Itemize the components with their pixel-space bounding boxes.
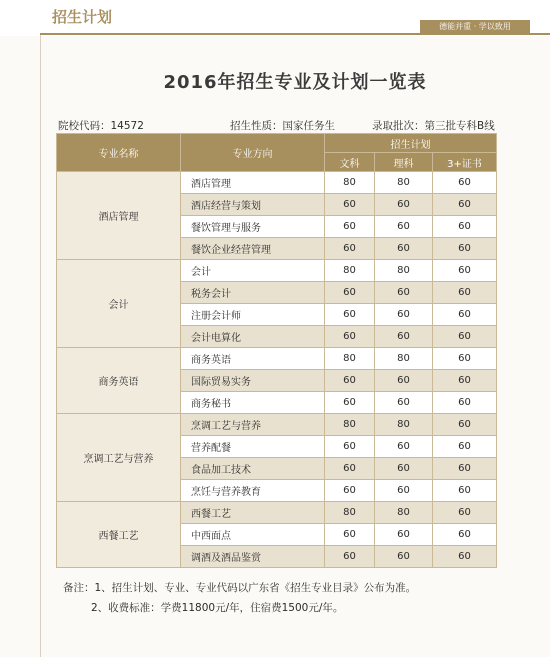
cert-count: 60 [433, 502, 497, 524]
header-arts: 文科 [325, 153, 375, 172]
cert-count: 60 [433, 524, 497, 546]
arts-count: 60 [325, 194, 375, 216]
cert-count: 60 [433, 480, 497, 502]
cert-count: 60 [433, 260, 497, 282]
science-count: 60 [375, 326, 433, 348]
science-count: 60 [375, 524, 433, 546]
science-count: 60 [375, 546, 433, 568]
arts-count: 60 [325, 304, 375, 326]
header-rule [40, 33, 550, 35]
direction-cell: 餐饮企业经营管理 [181, 238, 325, 260]
arts-count: 80 [325, 502, 375, 524]
table-row [57, 502, 497, 524]
direction-cell: 商务英语 [181, 348, 325, 370]
school-code: 院校代码：14572 [58, 120, 144, 132]
science-count: 80 [375, 502, 433, 524]
direction-cell: 酒店管理 [181, 172, 325, 194]
arts-count: 60 [325, 216, 375, 238]
science-count: 60 [375, 370, 433, 392]
major-name: 西餐工艺 [57, 502, 181, 568]
cert-count: 60 [433, 238, 497, 260]
science-count: 60 [375, 238, 433, 260]
table-row [57, 414, 497, 436]
science-count: 60 [375, 304, 433, 326]
arts-count: 60 [325, 436, 375, 458]
science-count: 80 [375, 414, 433, 436]
direction-cell: 烹饪与营养教育 [181, 480, 325, 502]
header-direction: 专业方向 [181, 134, 325, 172]
direction-cell: 国际贸易实务 [181, 370, 325, 392]
note-2: 2、收费标准：学费11800元/年，住宿费1500元/年。 [91, 602, 344, 614]
direction-cell: 会计 [181, 260, 325, 282]
enrollment-nature: 招生性质：国家任务生 [230, 120, 335, 132]
table-row [57, 172, 497, 194]
cert-count: 60 [433, 216, 497, 238]
major-name: 烹调工艺与营养 [57, 414, 181, 502]
section-title: 招生计划 [52, 8, 113, 26]
major-name: 酒店管理 [57, 172, 181, 260]
arts-count: 80 [325, 414, 375, 436]
cert-count: 60 [433, 326, 497, 348]
table-row [57, 260, 497, 282]
arts-count: 60 [325, 392, 375, 414]
cert-count: 60 [433, 282, 497, 304]
cert-count: 60 [433, 304, 497, 326]
major-name: 会计 [57, 260, 181, 348]
direction-cell: 烹调工艺与营养 [181, 414, 325, 436]
cert-count: 60 [433, 370, 497, 392]
science-count: 80 [375, 348, 433, 370]
direction-cell: 酒店经营与策划 [181, 194, 325, 216]
arts-count: 60 [325, 524, 375, 546]
header-science: 理科 [375, 153, 433, 172]
arts-count: 80 [325, 348, 375, 370]
table-body [57, 172, 497, 568]
arts-count: 80 [325, 260, 375, 282]
slogan-badge: 德能并重 · 学以致用 [420, 20, 530, 34]
note-1: 备注：1、招生计划、专业、专业代码以广东省《招生专业目录》公布为准。 [63, 582, 417, 594]
cert-count: 60 [433, 194, 497, 216]
arts-count: 60 [325, 480, 375, 502]
direction-cell: 注册会计师 [181, 304, 325, 326]
science-count: 60 [375, 282, 433, 304]
science-count: 60 [375, 194, 433, 216]
cert-count: 60 [433, 172, 497, 194]
left-margin-rule [40, 35, 41, 657]
science-count: 80 [375, 172, 433, 194]
arts-count: 60 [325, 458, 375, 480]
science-count: 60 [375, 216, 433, 238]
header-cert: 3+证书 [433, 153, 497, 172]
direction-cell: 商务秘书 [181, 392, 325, 414]
science-count: 60 [375, 436, 433, 458]
top-header [0, 0, 550, 36]
cert-count: 60 [433, 436, 497, 458]
admission-batch: 录取批次：第三批专科B线 [372, 120, 495, 132]
direction-cell: 餐饮管理与服务 [181, 216, 325, 238]
science-count: 60 [375, 480, 433, 502]
header-plan: 招生计划 [325, 134, 497, 153]
page-title: 2016年招生专业及计划一览表 [163, 72, 427, 93]
cert-count: 60 [433, 414, 497, 436]
cert-count: 60 [433, 546, 497, 568]
major-name: 商务英语 [57, 348, 181, 414]
direction-cell: 会计电算化 [181, 326, 325, 348]
arts-count: 60 [325, 326, 375, 348]
cert-count: 60 [433, 348, 497, 370]
direction-cell: 税务会计 [181, 282, 325, 304]
arts-count: 60 [325, 238, 375, 260]
arts-count: 80 [325, 172, 375, 194]
arts-count: 60 [325, 282, 375, 304]
direction-cell: 中西面点 [181, 524, 325, 546]
direction-cell: 营养配餐 [181, 436, 325, 458]
direction-cell: 调酒及酒品鉴赏 [181, 546, 325, 568]
science-count: 60 [375, 458, 433, 480]
cert-count: 60 [433, 458, 497, 480]
arts-count: 60 [325, 370, 375, 392]
science-count: 80 [375, 260, 433, 282]
table-row [57, 348, 497, 370]
arts-count: 60 [325, 546, 375, 568]
enrollment-plan-table [56, 133, 497, 568]
header-major: 专业名称 [57, 134, 181, 172]
direction-cell: 食品加工技术 [181, 458, 325, 480]
notes [63, 578, 416, 618]
direction-cell: 西餐工艺 [181, 502, 325, 524]
cert-count: 60 [433, 392, 497, 414]
science-count: 60 [375, 392, 433, 414]
